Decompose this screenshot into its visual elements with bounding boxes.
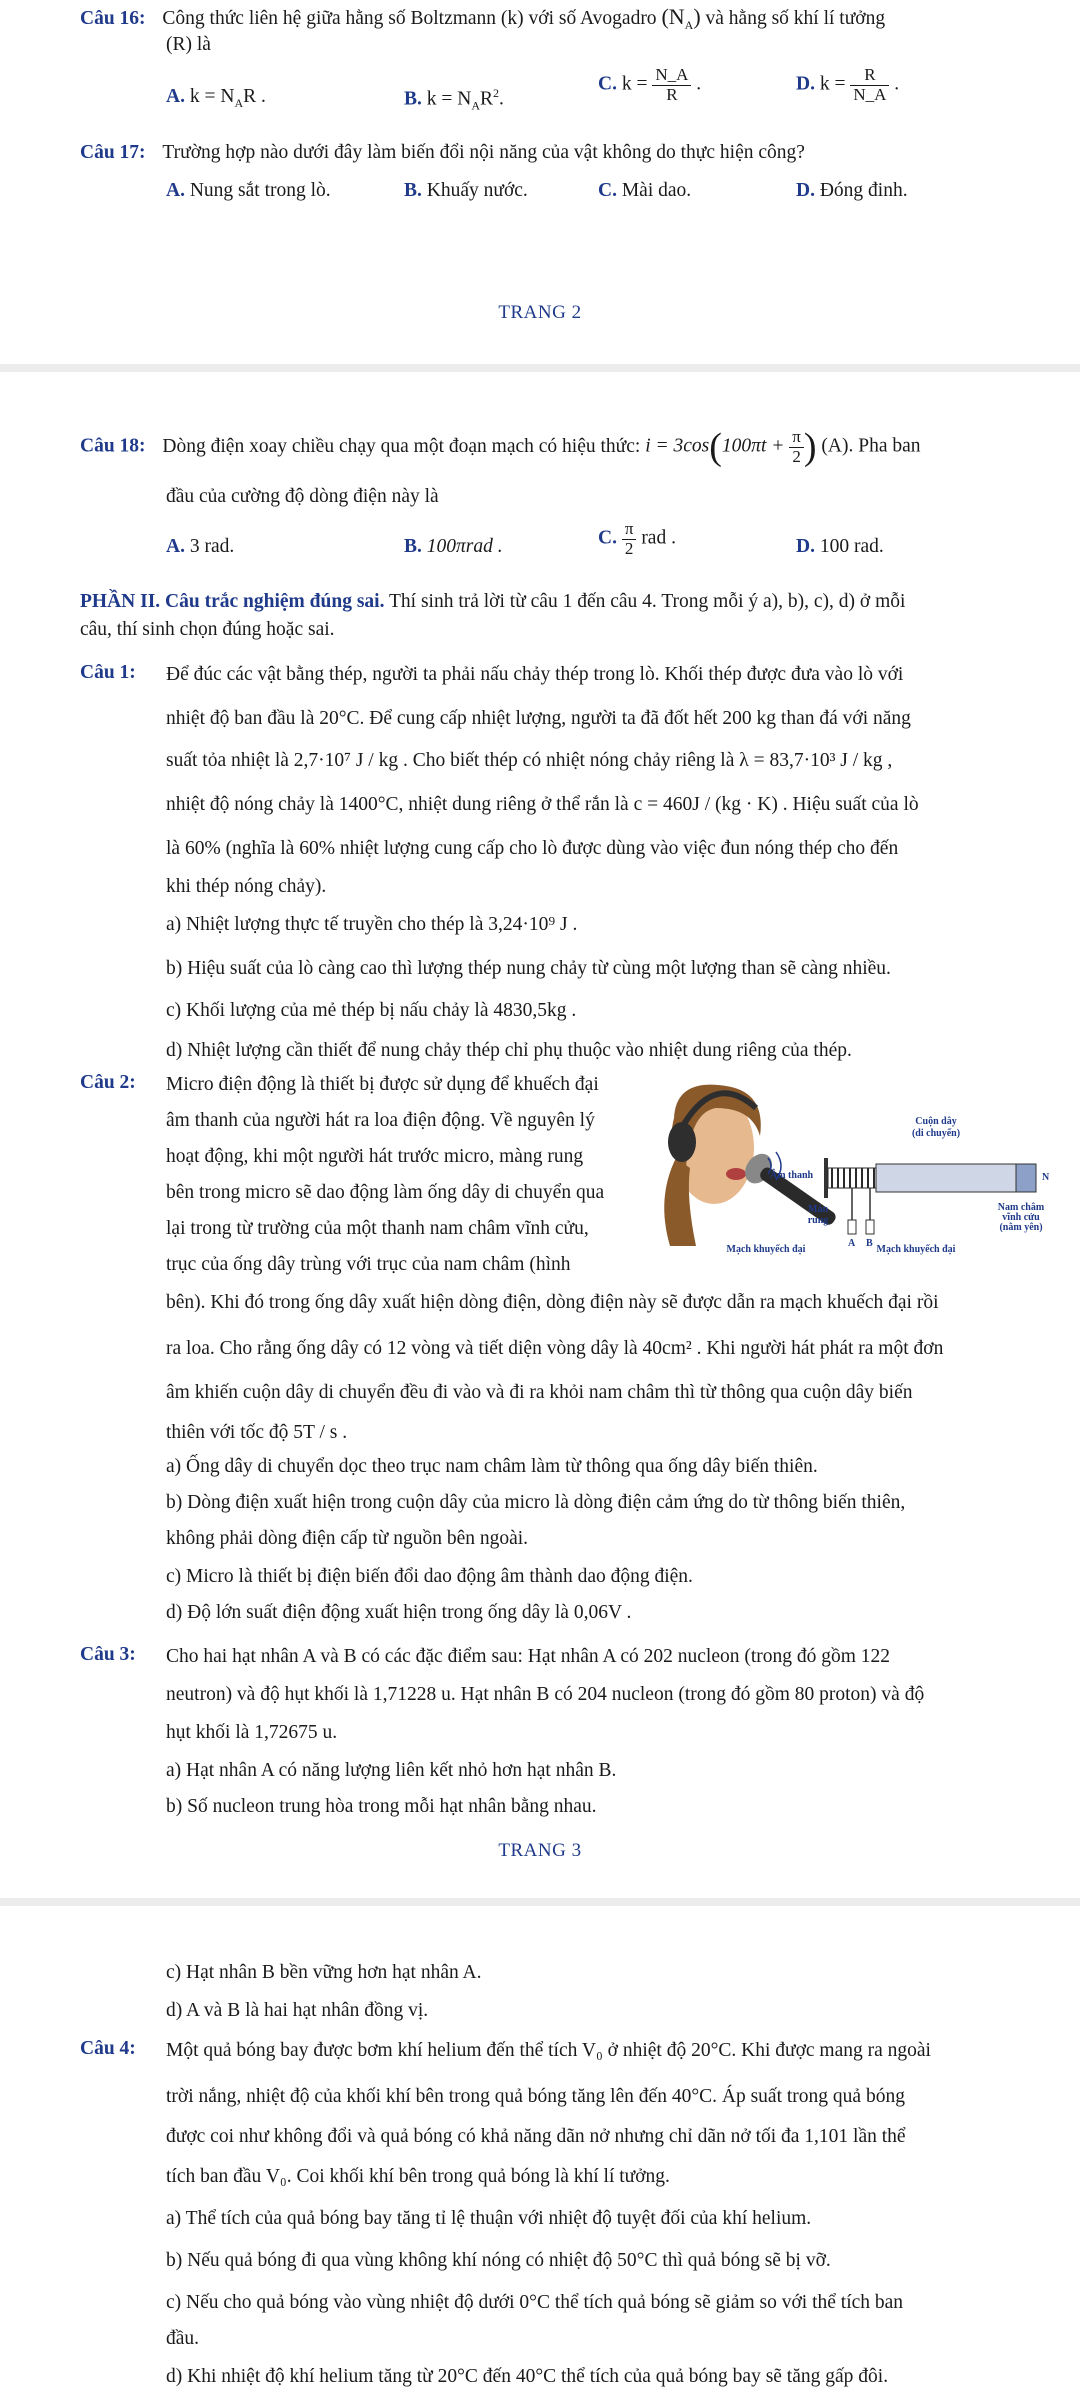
q16-na-sub: A (684, 17, 694, 32)
fig-label-di-chuyen: (di chuyển) (911, 1128, 961, 1139)
q18-c-label: C. (598, 527, 617, 549)
c2-statement-a[interactable]: a) Ống dây di chuyển dọc theo trục nam châm làm từ thông qua ống dây biến thiên. (166, 1456, 818, 1477)
microphone-figure (656, 1078, 1056, 1256)
q16-c-label: C. (598, 73, 617, 95)
headphone-icon (668, 1122, 696, 1162)
c4-statement-d[interactable]: d) Khi nhiệt độ khí helium tăng từ 20°C đến 40°C thể tích của quả bóng bay sẽ tăng gấp đôi. (166, 2366, 889, 2387)
fig-label-mach-2: Mạch khuyếch đại (876, 1244, 956, 1255)
q16-d-pre: k = (819, 73, 846, 95)
fig-label-mach-1: Mạch khuyếch đại (726, 1244, 806, 1255)
c1-line: là 60% (nghĩa là 60% nhiệt lượng cung cấp cho lò được dùng vào việc đun nóng thép cho đến (166, 838, 899, 859)
c2-line: lại trong từ trường của một thanh nam châm vĩnh cửu, (166, 1218, 589, 1239)
q17-c-label: C. (598, 180, 617, 201)
q17-b-label: B. (404, 180, 422, 201)
page-break-2 (0, 1898, 1080, 1906)
c1-statement-b[interactable]: b) Hiệu suất của lò càng cao thì lượng thép nung chảy từ cùng một lượng than sẽ càng nhiều. (166, 958, 891, 979)
q16-a-text: k = N (189, 86, 235, 107)
q16-d-num: R (850, 66, 889, 86)
c3-line: Cho hai hạt nhân A và B có các đặc điểm sau: Hạt nhân A có 202 nucleon (trong đó gồm 122 (166, 1646, 891, 1667)
q16-a-sub: A (234, 95, 244, 110)
singer-mouth (726, 1168, 746, 1180)
q17-line1 (80, 142, 1060, 164)
q18-unit: (A). Pha ban (821, 435, 921, 457)
c2-statement-d[interactable]: d) Độ lớn suất điện động xuất hiện trong ống dây là 0,06V . (166, 1602, 632, 1623)
c1-line: Để đúc các vật bằng thép, người ta phải nấu chảy thép trong lò. Khối thép được đưa vào lò với (166, 664, 904, 685)
c1-line: khi thép nóng chảy). (166, 876, 327, 897)
c1-statement-a[interactable]: a) Nhiệt lượng thực tế truyền cho thép là 3,24·10⁹ J . (166, 914, 578, 935)
q16-a-tail: R . (243, 86, 266, 107)
q16-c-num: N_A (652, 66, 691, 86)
q16-b-label: B. (404, 88, 422, 110)
q17-option-d[interactable] (796, 180, 908, 202)
c3-statement-a[interactable]: a) Hạt nhân A có năng lượng liên kết nhỏ hơn hạt nhân B. (166, 1760, 617, 1781)
fig-label-am-thanh: Âm thanh (770, 1170, 814, 1181)
q16-line1 (80, 4, 1060, 38)
c4-line: trời nắng, nhiệt độ của khối khí bên trong quả bóng tăng lên đến 40°C. Áp suất trong quả bóng (166, 2086, 905, 2107)
c2-line: âm khiến cuộn dây di chuyển đều đi vào và đi ra khỏi nam châm thì từ thông qua cuộn dây biến (166, 1382, 913, 1403)
part2-intro2: câu, thí sinh chọn đúng hoặc sai. (80, 619, 335, 640)
q16-d-fraction (850, 66, 889, 104)
part2-title: PHẦN II. Câu trắc nghiệm đúng sai. (80, 591, 385, 612)
q16-text: Công thức liên hệ giữa hằng số Boltzmann (k) với số Avogadro (162, 8, 657, 29)
c3-line: neutron) và độ hụt khối là 1,71228 u. Hạt nhân B có 204 nucleon (trong đó gồm 80 proton) và độ (166, 1684, 925, 1705)
q16-a-label: A. (166, 86, 185, 107)
c2-line: bên trong micro sẽ dao động làm ống dây di chuyển qua (166, 1182, 605, 1203)
q18-formula-in: 100πt + (721, 435, 785, 457)
q17-d-text: Đóng đinh. (819, 180, 908, 201)
c4-statement-b[interactable]: b) Nếu quả bóng đi qua vùng không khí nóng có nhiệt độ 50°C thì quả bóng sẽ bị vỡ. (166, 2250, 831, 2271)
q18-c-num: π (622, 520, 637, 540)
q18-option-b[interactable] (404, 536, 503, 558)
q18-d-label: D. (796, 536, 815, 557)
q16-d-den: N_A (853, 84, 887, 104)
q18-c-text: rad . (641, 527, 676, 549)
c3-label: Câu 3: (80, 1644, 136, 1665)
fig-label-n: N (1042, 1172, 1050, 1183)
c4-line: tích ban đầu V₀. Coi khối khí bên trong quả bóng là khí lí tưởng. (166, 2166, 670, 2187)
c4-statement-c[interactable]: c) Nếu cho quả bóng vào vùng nhiệt độ dưới 0°C thể tích quả bóng sẽ giảm so với thể tích ban (166, 2292, 904, 2313)
c3-statement-c[interactable]: c) Hạt nhân B bền vững hơn hạt nhân A. (166, 1962, 482, 1983)
c4-line: được coi như không đổi và quả bóng có khả năng dãn nở nhưng chỉ dãn nở tối đa 1,101 lần thể (166, 2126, 906, 2147)
q18-line2 (166, 486, 439, 508)
q18-a-label: A. (166, 536, 185, 557)
c4-label: Câu 4: (80, 2038, 136, 2059)
q18-line1: Câu 18: Dòng điện xoay chiều chạy qua một đoạn mạch có hiệu thức: i = 3cos(100πt + $\frac{\pi}{2}$ ) (A). Pha ban (80, 426, 921, 469)
c4-statement-a[interactable]: a) Thể tích của quả bóng bay tăng tỉ lệ thuận với nhiệt độ tuyệt đối của khí helium. (166, 2208, 812, 2229)
page-footer-2: TRANG 2 (498, 302, 582, 323)
q17-option-c[interactable] (598, 180, 691, 202)
q18-formula-pre: i = 3cos (645, 435, 710, 457)
q18-b-label: B. (404, 536, 422, 557)
c1-line: nhiệt độ ban đầu là 20°C. Để cung cấp nhiệt lượng, người ta đã đốt hết 200 kg than đá với năng (166, 708, 911, 729)
q18-formula-num: π (789, 428, 804, 448)
c3-line: hụt khối là 1,72675 u. (166, 1722, 338, 1743)
q18-option-d[interactable] (796, 536, 884, 558)
q16-line2 (166, 34, 211, 56)
q18-text: Dòng điện xoay chiều chạy qua một đoạn mạch có hiệu thức: (162, 435, 641, 457)
c2-statement-c[interactable]: c) Micro là thiết bị điện biến đổi dao động âm thành dao động điện. (166, 1566, 693, 1587)
fig-label-b: B (866, 1238, 873, 1249)
c2-statement-b[interactable]: b) Dòng điện xuất hiện trong cuộn dây của micro là dòng điện cảm ứng do từ thông biến thiên, (166, 1492, 906, 1513)
q17-a-label: A. (166, 180, 185, 201)
q16-na-close: ) (693, 4, 701, 29)
c2-statement-b-cont: không phải dòng điện cấp từ nguồn bên ngoài. (166, 1528, 529, 1549)
q18-formula-frac (789, 428, 804, 466)
q17-d-label: D. (796, 180, 815, 201)
c4-line: Một quả bóng bay được bơm khí helium đến thể tích V₀ ở nhiệt độ 20°C. Khi được mang ra ngoài (166, 2040, 931, 2061)
q17-b-text: Khuấy nước. (426, 180, 528, 201)
q16-label: Câu 16: (80, 8, 146, 29)
c2-line: thiên với tốc độ 5T / s . (166, 1422, 348, 1443)
c4-statement-c-cont: đầu. (166, 2328, 200, 2349)
c2-label: Câu 2: (80, 1072, 136, 1093)
q17-a-text: Nung sắt trong lò. (189, 180, 331, 201)
q16-na: (N (661, 4, 685, 29)
q18-b-text: 100πrad . (426, 536, 503, 557)
part2-heading (80, 588, 1060, 644)
q16-b-end: . (499, 88, 504, 110)
fig-label-mang-rung: Màn rung (807, 1204, 829, 1226)
magnet (876, 1164, 1036, 1192)
c1-statement-c[interactable]: c) Khối lượng của mẻ thép bị nấu chảy là 4830,5kg . (166, 1000, 577, 1021)
c1-line: nhiệt độ nóng chảy là 1400°C, nhiệt dung riêng ở thể rắn là c = 460J / (kg · K) . Hiệu suất của lò (166, 794, 919, 815)
q18-formula-den: 2 (792, 446, 801, 466)
q18-d-text: 100 rad. (819, 536, 884, 557)
c2-line: hoạt động, khi một người hát trước micro, màng rung (166, 1146, 584, 1167)
q18-a-text: 3 rad. (189, 536, 235, 557)
q18-option-a[interactable] (166, 536, 234, 558)
q16-b-sup: 2 (493, 86, 500, 100)
q16-text-b: và hằng số khí lí tưởng (705, 8, 886, 29)
c2-line: Micro điện động là thiết bị được sử dụng để khuếch đại (166, 1074, 599, 1095)
q16-b-tail: R (480, 88, 494, 110)
q18-text-l2: đầu của cường độ dòng điện này là (166, 486, 439, 507)
q16-c-pre: k = (621, 73, 648, 95)
diaphragm (824, 1158, 828, 1198)
fig-label-nam-yen: (nằm yên) (999, 1222, 1043, 1233)
q16-option-a[interactable] (166, 86, 266, 111)
c2-line: trục của ống dây trùng với trục của nam châm (hình (166, 1254, 571, 1275)
q17-c-text: Mài dao. (621, 180, 692, 201)
q18-option-c[interactable] (598, 520, 676, 558)
c1-label: Câu 1: (80, 662, 136, 683)
page-footer-3: TRANG 3 (498, 1840, 582, 1861)
q18-c-frac (622, 520, 637, 558)
q17-text: Trường hợp nào dưới đây làm biến đổi nội năng của vật không do thực hiện công? (162, 142, 805, 163)
q16-c-den: R (666, 84, 678, 104)
c2-line: bên). Khi đó trong ống dây xuất hiện dòng điện, dòng điện này sẽ được dẫn ra mạch khuếch đại rồi (166, 1292, 939, 1313)
part2-intro: Thí sinh trả lời từ câu 1 đến câu 4. Trong mỗi ý a), b), c), d) ở mỗi (388, 591, 906, 612)
q17-option-a[interactable] (166, 180, 331, 202)
q16-option-c[interactable]: C. k = $\frac{N\_A}{R}$ . (598, 65, 702, 104)
q16-c-fraction (652, 66, 691, 104)
c2-line: âm thanh của người hát ra loa điện động. Về nguyên lý (166, 1110, 595, 1131)
fig-label-cuon-day: Cuộn dây (915, 1116, 957, 1127)
q16-b-sub: A (471, 98, 481, 113)
q16-text-l2: (R) là (166, 34, 211, 55)
fig-label-a: A (848, 1238, 856, 1249)
q17-option-b[interactable] (404, 180, 528, 202)
q18-c-den: 2 (624, 538, 634, 558)
q16-option-d[interactable]: D. k = $\frac{R}{N\_A}$ . (796, 65, 900, 104)
q18-label: Câu 18: (80, 435, 146, 457)
q16-option-b[interactable] (404, 86, 504, 113)
fig-label-vinh-cuu: vĩnh cửu (1002, 1212, 1040, 1223)
q16-b-text: k = N (426, 88, 472, 110)
q17-label: Câu 17: (80, 142, 146, 163)
c1-line: suất tỏa nhiệt là 2,7·10⁷ J / kg . Cho biết thép có nhiệt nóng chảy riêng là λ = 83,7·10³ J / kg , (166, 750, 893, 771)
c2-line: ra loa. Cho rằng ống dây có 12 vòng và tiết diện vòng dây là 40cm² . Khi người hát phát ra một đơn (166, 1338, 944, 1359)
q16-d-label: D. (796, 73, 815, 95)
c3-statement-b[interactable]: b) Số nucleon trung hòa trong mỗi hạt nhân bằng nhau. (166, 1796, 597, 1817)
c3-statement-d[interactable]: d) A và B là hai hạt nhân đồng vị. (166, 2000, 429, 2021)
fig-label-nam-cham: Nam châm (997, 1202, 1045, 1213)
c1-statement-d[interactable]: d) Nhiệt lượng cần thiết để nung chảy thép chỉ phụ thuộc vào nhiệt dung riêng của thép. (166, 1040, 852, 1061)
page-break-1 (0, 364, 1080, 372)
